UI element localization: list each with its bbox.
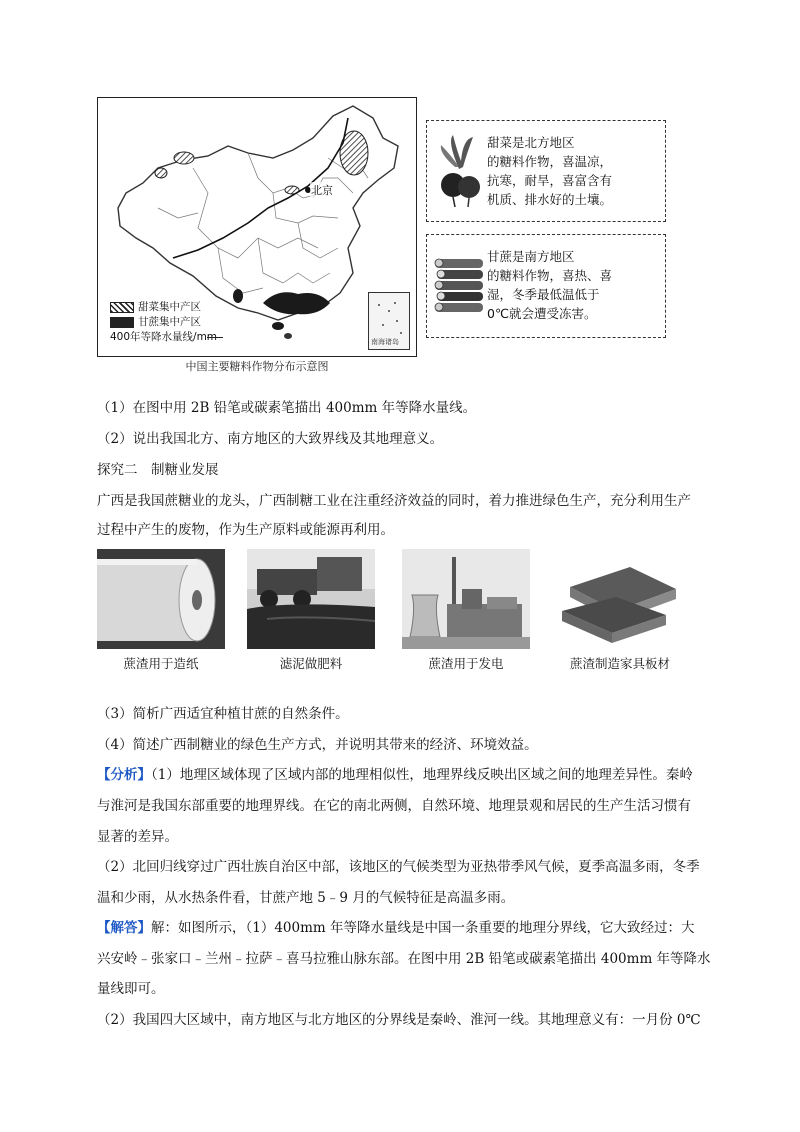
answer-line-4: （2）我国四大区域中，南方地区与北方地区的分界线是秦岭、淮河一线。其地理意义有：一月份 0℃ — [97, 1012, 701, 1028]
power-plant-photo — [402, 549, 530, 649]
question-3: （3）简析广西适宜种植甘蔗的自然条件。 — [97, 706, 349, 722]
question-4: （4）简述广西制糖业的绿色生产方式，并说明其带来的经济、环境效益。 — [97, 737, 538, 753]
mud-fertilizer-photo — [247, 549, 375, 649]
photo-caption-board: 蔗渣制造家具板材 — [569, 656, 670, 671]
analysis-tag: 【分析】 — [97, 767, 151, 783]
legend-cane-label: 甘蔗集中产区 — [138, 316, 201, 328]
paper-roll-photo — [97, 549, 225, 649]
map-caption: 中国主要糖料作物分布示意图 — [185, 360, 329, 373]
answer-text-1: 解：如图所示，（1）400mm 年等降水量线是中国一条重要的地理分界线，它大致经过：大 — [151, 920, 695, 936]
china-sugar-crop-map — [97, 97, 417, 357]
answer-tag: 【解答】 — [97, 920, 151, 936]
legend-row-cane — [110, 315, 217, 330]
legend-isohyet-label: 400年等降水量线/mm — [110, 331, 218, 343]
question-1: （1）在图中用 2B 铅笔或碳素笔描出 400mm 年等降水量线。 — [97, 400, 477, 416]
beet-icon — [433, 131, 485, 211]
beet-description: 甜菜是北方地区 的糖料作物，喜温凉， 抗寒，耐旱，喜富含有 机质、排水好的土壤。 — [487, 135, 613, 207]
line-swatch-icon — [207, 337, 223, 338]
photo-caption-paper: 蔗渣用于造纸 — [123, 656, 199, 671]
hatch-swatch-icon — [110, 302, 134, 313]
legend-row-isohyet — [110, 330, 217, 345]
sugarcane-info-card — [426, 234, 666, 338]
map-legend — [110, 300, 217, 345]
analysis-line-5: 温和少雨，从水热条件看，甘蔗产地 5﹣9 月的气候特征是高温多雨。 — [97, 890, 515, 906]
sugarcane-description: 甘蔗是南方地区 的糖料作物，喜热、喜 湿，冬季最低温低于 0℃就会遭受冻害。 — [487, 249, 613, 321]
inset-label: 南海诸岛 — [371, 338, 399, 346]
intro-line-2: 过程中产生的废物，作为生产原料或能源再利用。 — [97, 522, 394, 538]
south-china-sea-inset — [368, 292, 410, 350]
analysis-line-1 — [97, 765, 693, 785]
legend-row-beet — [110, 300, 217, 315]
beijing-label: 北京 — [311, 184, 333, 197]
photo-caption-fertilizer: 滤泥做肥料 — [279, 656, 343, 671]
answer-line-3: 量线即可。 — [97, 981, 165, 997]
analysis-line-2: 与淮河是我国东部重要的地理界线。在它的南北两侧，自然环境、地理景观和居民的生产生活习惯有 — [97, 798, 691, 814]
photo-caption-power: 蔗渣用于发电 — [428, 656, 504, 671]
answer-line-2: 兴安岭﹣张家口﹣兰州﹣拉萨﹣喜马拉雅山脉东部。在图中用 2B 铅笔或碳素笔描出 400mm 年等降水 — [97, 951, 711, 967]
analysis-line-3: 显著的差异。 — [97, 829, 178, 845]
sugarcane-icon — [433, 245, 485, 325]
answer-line-1 — [97, 918, 695, 938]
question-2: （2）说出我国北方、南方地区的大致界线及其地理意义。 — [97, 431, 444, 447]
bagasse-board-photo — [556, 549, 684, 649]
section-2-heading: 探究二 制糖业发展 — [97, 462, 219, 478]
solid-swatch-icon — [110, 317, 134, 328]
beet-info-card — [426, 120, 666, 222]
intro-line-1: 广西是我国蔗糖业的龙头，广西制糖工业在注重经济效益的同时，着力推进绿色生产，充分利用生产 — [97, 493, 691, 509]
analysis-line-4: （2）北回归线穿过广西壮族自治区中部，该地区的气候类型为亚热带季风气候，夏季高温多雨，冬季 — [97, 859, 700, 875]
legend-beet-label: 甜菜集中产区 — [138, 301, 201, 313]
analysis-text-1: （1）地理区域体现了区域内部的地理相似性，地理界线反映出区域之间的地理差异性。秦岭 — [151, 767, 693, 783]
